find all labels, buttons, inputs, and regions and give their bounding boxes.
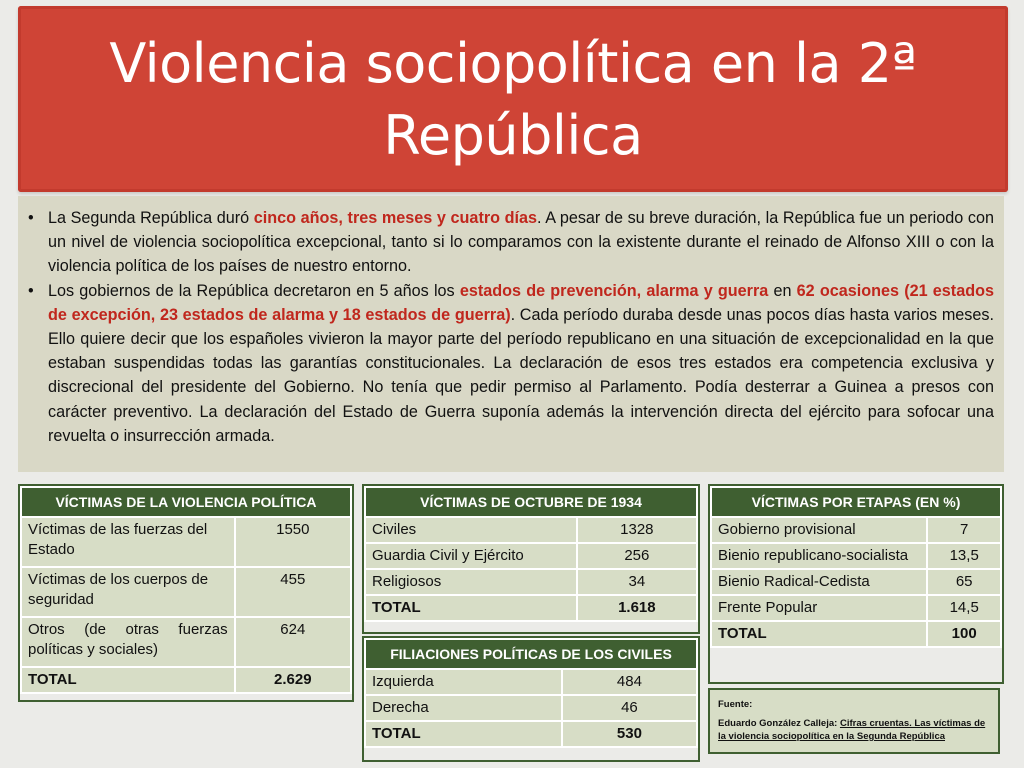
row-label: Derecha — [365, 695, 562, 721]
table-civil-affiliations — [364, 638, 698, 748]
bullet-2-text: Los gobiernos de la República decretaron en 5 años los — [48, 281, 460, 300]
row-label: Víctimas de las fuerzas del Estado — [21, 517, 235, 567]
table-3-header: FILIACIONES POLÍTICAS DE LOS CIVILES — [365, 639, 697, 669]
row-label: Guardia Civil y Ejército — [365, 543, 577, 569]
table-row — [21, 617, 351, 667]
row-value: 7 — [927, 517, 1001, 543]
row-value: 624 — [235, 617, 351, 667]
table-row — [711, 595, 1001, 621]
table-violence-victims — [20, 486, 352, 694]
table-total-row — [365, 721, 697, 747]
row-value: 1550 — [235, 517, 351, 567]
row-value: 13,5 — [927, 543, 1001, 569]
row-value: 1328 — [577, 517, 697, 543]
title-line-2: República — [383, 104, 643, 167]
source-author: Eduardo González Calleja: — [718, 718, 840, 729]
bullet-1-highlight: cinco años, tres meses y cuatro días — [253, 209, 538, 227]
row-label: Otros (de otras fuerzas políticas y sociales) — [21, 617, 235, 667]
row-label: Frente Popular — [711, 595, 927, 621]
table-october-1934 — [364, 486, 698, 622]
table-total-row — [365, 595, 697, 621]
bullet-icon: • — [28, 281, 34, 300]
row-label: Bienio republicano-socialista — [711, 543, 927, 569]
row-label: Gobierno provisional — [711, 517, 927, 543]
bullet-1-text-end: . A pesar de su breve duración, la República fue un periodo con un nivel de violencia sociopolítica excepcional, tanto si lo comparamos con la existente durante el reinado de Alfonso XIII o con la violencia política de los países de nuestro entorno. — [48, 209, 994, 276]
row-value: 34 — [577, 569, 697, 595]
row-value: 256 — [577, 543, 697, 569]
source-work-link[interactable]: Cifras cruentas. Las víctimas de la violencia sociopolítica en la Segunda República — [718, 718, 986, 742]
total-value: 530 — [562, 721, 697, 747]
row-value: 14,5 — [927, 595, 1001, 621]
bullet-item-2 — [28, 279, 994, 448]
table-4-header: VÍCTIMAS POR ETAPAS (EN %) — [711, 487, 1001, 517]
total-label: TOTAL — [365, 721, 562, 747]
row-label: Izquierda — [365, 669, 562, 695]
source-box — [708, 688, 1000, 754]
bullet-item-1 — [28, 206, 994, 279]
slide-title — [18, 28, 1008, 172]
row-value: 455 — [235, 567, 351, 617]
total-label: TOTAL — [365, 595, 577, 621]
table-row — [711, 517, 1001, 543]
bullet-2-text-end: . Cada período duraba desde unas pocos días hasta varios meses. Ello quiere decir que los españoles vivieron la mayor parte del período republicano en una situación de excepcionalidad en la que estaban suspendidas todas las garantías constitucionales. La declaración de esos tres estados era competencia exclusiva y discrecional del presidente del Gobierno. No tenía que pedir permiso al Parlamento. Podía desterrar a Guinea a presos con carácter preventivo. La declaración del Estado de Guerra suponía además la intervención directa del ejército para sofocar una revuelta o insurrección armada. — [48, 305, 994, 445]
source-label: Fuente: — [718, 699, 753, 710]
total-value: 100 — [927, 621, 1001, 647]
bullet-list — [18, 196, 1004, 448]
table-1-header: VÍCTIMAS DE LA VIOLENCIA POLÍTICA — [21, 487, 351, 517]
body-text-box — [18, 196, 1004, 472]
source-citation — [718, 717, 990, 743]
title-line-1: Violencia sociopolítica en la 2ª — [109, 32, 917, 95]
table-2-header: VÍCTIMAS DE OCTUBRE DE 1934 — [365, 487, 697, 517]
bullet-2-highlight-2: 62 ocasiones (21 estados de excepción, 23 estados de alarma y 18 estados de guerra) — [48, 281, 994, 324]
row-value: 484 — [562, 669, 697, 695]
bullet-2-highlight-1: estados de prevención, alarma y guerra — [459, 281, 769, 300]
table-row — [365, 517, 697, 543]
row-value: 65 — [927, 569, 1001, 595]
row-label: Bienio Radical-Cedista — [711, 569, 927, 595]
total-label: TOTAL — [21, 667, 235, 693]
row-label: Religiosos — [365, 569, 577, 595]
total-label: TOTAL — [711, 621, 927, 647]
total-value: 2.629 — [235, 667, 351, 693]
table-total-row — [711, 621, 1001, 647]
bullet-icon: • — [28, 209, 34, 227]
table-row — [365, 669, 697, 695]
table-row — [21, 517, 351, 567]
table-row — [365, 569, 697, 595]
row-label: Civiles — [365, 517, 577, 543]
row-label: Víctimas de los cuerpos de seguridad — [21, 567, 235, 617]
total-value: 1.618 — [577, 595, 697, 621]
table-row — [365, 543, 697, 569]
row-value: 46 — [562, 695, 697, 721]
bullet-1-text: La Segunda República duró — [48, 209, 254, 227]
table-victims-by-stage — [710, 486, 1002, 648]
table-row — [711, 543, 1001, 569]
table-row — [21, 567, 351, 617]
table-row — [711, 569, 1001, 595]
table-row — [365, 695, 697, 721]
table-total-row — [21, 667, 351, 693]
bullet-2-text-mid: en — [768, 281, 797, 300]
